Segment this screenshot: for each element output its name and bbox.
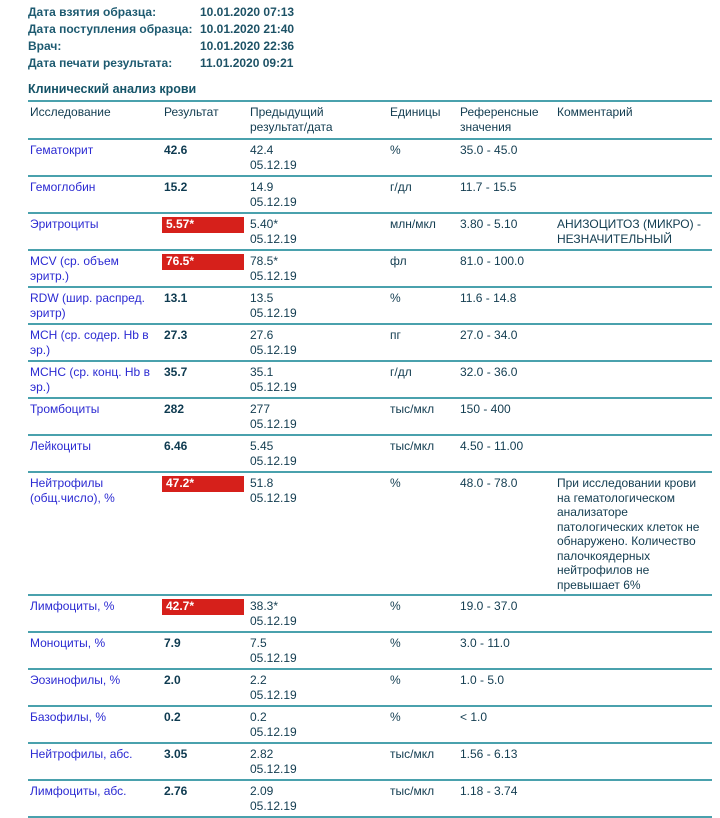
results-table bbox=[28, 100, 712, 818]
previous-date: 05.12.19 bbox=[250, 799, 297, 813]
reference-range: 3.0 - 11.0 bbox=[460, 636, 510, 650]
table-row bbox=[28, 249, 712, 286]
result-value: 5.57* bbox=[162, 217, 244, 233]
comment bbox=[557, 673, 712, 703]
units: г/дл bbox=[390, 180, 412, 194]
previous-date: 05.12.19 bbox=[250, 725, 297, 739]
table-row bbox=[28, 397, 712, 434]
info-label: Дата взятия образца: bbox=[28, 4, 157, 19]
comment bbox=[557, 180, 712, 210]
comment bbox=[557, 291, 712, 321]
previous-date: 05.12.19 bbox=[250, 269, 297, 283]
test-name: Лимфоциты, % bbox=[30, 599, 115, 613]
test-name: MCH (ср. содер. Hb в эр.) bbox=[30, 328, 149, 357]
units: % bbox=[390, 636, 401, 650]
table-row bbox=[28, 779, 712, 816]
test-name: Моноциты, % bbox=[30, 636, 106, 650]
previous-value: 27.6 bbox=[250, 328, 274, 342]
test-name: Гематокрит bbox=[30, 143, 94, 157]
table-row bbox=[28, 705, 712, 742]
units: тыс/мкл bbox=[390, 439, 435, 453]
reference-range: 35.0 - 45.0 bbox=[460, 143, 518, 157]
table-row bbox=[28, 138, 712, 175]
comment bbox=[557, 328, 712, 358]
column-header-test: Исследование bbox=[30, 105, 111, 119]
column-header-previous: Предыдущий результат/дата bbox=[250, 105, 333, 134]
comment: При исследовании крови на гематологическом анализаторе патологических клеток не обнаружено. Количество палочкоядерных нейтрофилов не превышает 6% bbox=[557, 476, 700, 592]
comment bbox=[557, 254, 712, 284]
units: тыс/мкл bbox=[390, 784, 435, 798]
previous-date: 05.12.19 bbox=[250, 688, 297, 702]
previous-date: 05.12.19 bbox=[250, 158, 297, 172]
comment bbox=[557, 710, 712, 740]
previous-date: 05.12.19 bbox=[250, 417, 297, 431]
previous-value: 38.3* bbox=[250, 599, 279, 613]
reference-range: 48.0 - 78.0 bbox=[460, 476, 518, 490]
result-value: 6.46 bbox=[164, 439, 188, 453]
units: тыс/мкл bbox=[390, 402, 435, 416]
info-row bbox=[28, 37, 712, 54]
table-row bbox=[28, 212, 712, 249]
previous-date: 05.12.19 bbox=[250, 232, 297, 246]
comment: АНИЗОЦИТОЗ (МИКРО) - НЕЗНАЧИТЕЛЬНЫЙ bbox=[557, 217, 701, 246]
table-row bbox=[28, 360, 712, 397]
previous-value: 0.2 bbox=[250, 710, 267, 724]
previous-date: 05.12.19 bbox=[250, 491, 297, 505]
previous-value: 5.40* bbox=[250, 217, 279, 231]
test-name: RDW (шир. распред. эритр) bbox=[30, 291, 145, 320]
comment bbox=[557, 402, 712, 432]
table-body bbox=[28, 138, 712, 816]
info-value: 10.01.2020 22:36 bbox=[200, 38, 295, 53]
test-name: Тромбоциты bbox=[30, 402, 100, 416]
sample-info bbox=[28, 3, 712, 71]
table-row bbox=[28, 742, 712, 779]
previous-date: 05.12.19 bbox=[250, 762, 297, 776]
info-row bbox=[28, 54, 712, 71]
result-value: 13.1 bbox=[164, 291, 188, 305]
test-name: Нейтрофилы (общ.число), % bbox=[30, 476, 115, 505]
reference-range: 1.18 - 3.74 bbox=[460, 784, 518, 798]
comment bbox=[557, 784, 712, 814]
test-name: MCV (ср. объем эритр.) bbox=[30, 254, 119, 283]
previous-value: 277 bbox=[250, 402, 271, 416]
previous-value: 7.5 bbox=[250, 636, 267, 650]
units: пг bbox=[390, 328, 401, 342]
column-header-result: Результат bbox=[164, 105, 219, 119]
info-value: 11.01.2020 09:21 bbox=[200, 55, 294, 70]
previous-value: 2.2 bbox=[250, 673, 267, 687]
table-row bbox=[28, 631, 712, 668]
table-row bbox=[28, 594, 712, 631]
reference-range: 3.80 - 5.10 bbox=[460, 217, 518, 231]
column-header-comment: Комментарий bbox=[557, 105, 633, 119]
reference-range: 1.56 - 6.13 bbox=[460, 747, 518, 761]
previous-value: 35.1 bbox=[250, 365, 274, 379]
previous-date: 05.12.19 bbox=[250, 614, 297, 628]
reference-range: 19.0 - 37.0 bbox=[460, 599, 518, 613]
previous-value: 78.5* bbox=[250, 254, 279, 268]
comment bbox=[557, 636, 712, 666]
units: г/дл bbox=[390, 365, 412, 379]
table-row bbox=[28, 668, 712, 705]
previous-value: 2.82 bbox=[250, 747, 274, 761]
reference-range: 4.50 - 11.00 bbox=[460, 439, 524, 453]
table-row bbox=[28, 286, 712, 323]
units: фл bbox=[390, 254, 407, 268]
reference-range: 150 - 400 bbox=[460, 402, 511, 416]
table-header-row bbox=[28, 100, 712, 138]
comment bbox=[557, 439, 712, 469]
table-row bbox=[28, 471, 712, 594]
units: млн/мкл bbox=[390, 217, 436, 231]
reference-range: < 1.0 bbox=[460, 710, 488, 724]
result-value: 47.2* bbox=[162, 476, 244, 492]
previous-date: 05.12.19 bbox=[250, 380, 297, 394]
table-row bbox=[28, 175, 712, 212]
previous-date: 05.12.19 bbox=[250, 343, 297, 357]
reference-range: 27.0 - 34.0 bbox=[460, 328, 518, 342]
comment bbox=[557, 365, 712, 395]
result-value: 0.2 bbox=[164, 710, 181, 724]
reference-range: 11.7 - 15.5 bbox=[460, 180, 517, 194]
previous-value: 51.8 bbox=[250, 476, 274, 490]
previous-value: 42.4 bbox=[250, 143, 274, 157]
comment bbox=[557, 143, 712, 173]
info-label: Дата печати результата: bbox=[28, 55, 173, 70]
result-value: 42.6 bbox=[164, 143, 188, 157]
reference-range: 81.0 - 100.0 bbox=[460, 254, 525, 268]
test-name: Нейтрофилы, абс. bbox=[30, 747, 133, 761]
reference-range: 1.0 - 5.0 bbox=[460, 673, 505, 687]
info-label: Дата поступления образца: bbox=[28, 21, 193, 36]
comment bbox=[557, 747, 712, 777]
result-value: 76.5* bbox=[162, 254, 244, 270]
section-title: Клинический анализ крови bbox=[28, 82, 197, 96]
units: % bbox=[390, 476, 401, 490]
result-value: 35.7 bbox=[164, 365, 188, 379]
result-value: 2.76 bbox=[164, 784, 188, 798]
test-name: Базофилы, % bbox=[30, 710, 106, 724]
result-value: 15.2 bbox=[164, 180, 188, 194]
column-header-units: Единицы bbox=[390, 105, 441, 119]
previous-value: 2.09 bbox=[250, 784, 274, 798]
column-header-reference: Референсные значения bbox=[460, 105, 539, 134]
units: % bbox=[390, 710, 401, 724]
reference-range: 32.0 - 36.0 bbox=[460, 365, 518, 379]
previous-date: 05.12.19 bbox=[250, 306, 297, 320]
result-value: 2.0 bbox=[164, 673, 181, 687]
test-name: Лимфоциты, абс. bbox=[30, 784, 127, 798]
result-value: 7.9 bbox=[164, 636, 181, 650]
previous-value: 13.5 bbox=[250, 291, 274, 305]
test-name: Гемоглобин bbox=[30, 180, 96, 194]
info-value: 10.01.2020 07:13 bbox=[200, 4, 295, 19]
units: % bbox=[390, 673, 401, 687]
info-row bbox=[28, 20, 712, 37]
units: % bbox=[390, 599, 401, 613]
info-value: 10.01.2020 21:40 bbox=[200, 21, 295, 36]
comment bbox=[557, 599, 712, 629]
info-label: Врач: bbox=[28, 38, 62, 53]
result-value: 282 bbox=[164, 402, 185, 416]
previous-date: 05.12.19 bbox=[250, 195, 297, 209]
info-row bbox=[28, 3, 712, 20]
test-name: Эозинофилы, % bbox=[30, 673, 121, 687]
result-value: 42.7* bbox=[162, 599, 244, 615]
result-value: 3.05 bbox=[164, 747, 188, 761]
previous-date: 05.12.19 bbox=[250, 651, 297, 665]
previous-value: 5.45 bbox=[250, 439, 274, 453]
units: % bbox=[390, 143, 401, 157]
units: % bbox=[390, 291, 401, 305]
test-name: MCHC (ср. конц. Hb в эр.) bbox=[30, 365, 150, 394]
table-row bbox=[28, 323, 712, 360]
result-value: 27.3 bbox=[164, 328, 188, 342]
test-name: Лейкоциты bbox=[30, 439, 92, 453]
table-row bbox=[28, 434, 712, 471]
previous-date: 05.12.19 bbox=[250, 454, 297, 468]
units: тыс/мкл bbox=[390, 747, 435, 761]
reference-range: 11.6 - 14.8 bbox=[460, 291, 517, 305]
test-name: Эритроциты bbox=[30, 217, 99, 231]
previous-value: 14.9 bbox=[250, 180, 274, 194]
